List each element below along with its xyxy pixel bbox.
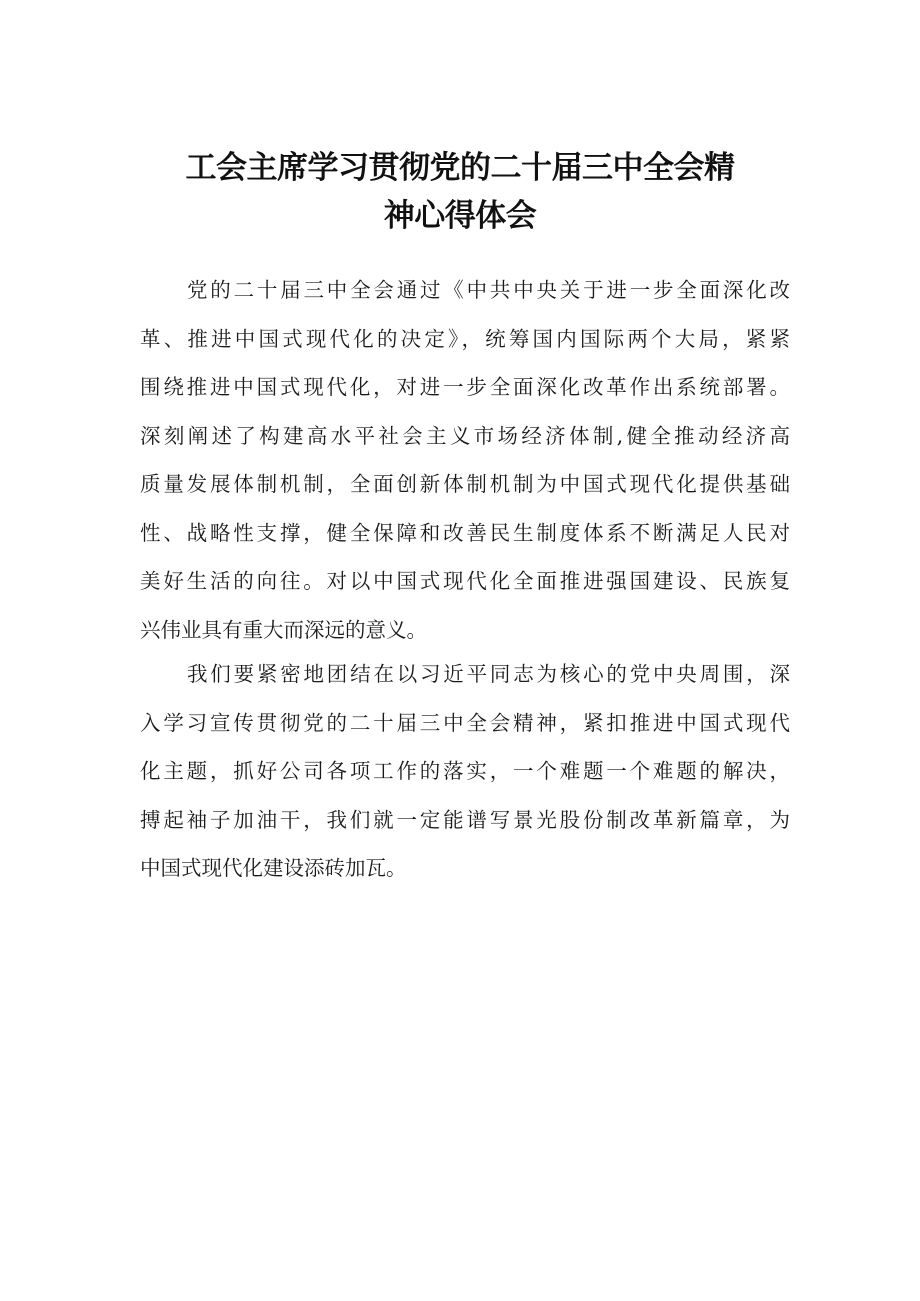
paragraph-line: 围绕推进中国式现代化，对进一步全面深化改革作出系统部署。 — [140, 375, 790, 399]
document-title-line-1: 工会主席学习贯彻党的二十届三中全会精 — [185, 150, 735, 186]
document-title-line-2: 神心得体会 — [383, 198, 537, 234]
paragraph-line: 我们要紧密地团结在以习近平同志为核心的党中央周围，深 — [187, 662, 790, 686]
paragraph-2 — [140, 650, 790, 893]
paragraph-line: 化主题，抓好公司各项工作的落实，一个难题一个难题的解决， — [140, 759, 790, 783]
paragraph-line: 美好生活的向往。对以中国式现代化全面推进强国建设、民族复 — [140, 569, 790, 593]
paragraph-line: 兴伟业具有重大而深远的意义。 — [140, 617, 427, 642]
paragraph-line: 深刻阐述了构建高水平社会主义市场经济体制,健全推动经济高 — [140, 423, 790, 448]
paragraph-line: 党的二十届三中全会通过《中共中央关于进一步全面深化改 — [187, 278, 790, 302]
paragraph-line: 性、战略性支撑，健全保障和改善民生制度体系不断满足人民对 — [140, 520, 790, 545]
paragraph-line: 质量发展体制机制，全面创新体制机制为中国式现代化提供基础 — [140, 472, 790, 496]
paragraph-line: 搏起袖子加油干，我们就一定能谱写景光股份制改革新篇章，为 — [140, 807, 790, 832]
paragraph-1 — [140, 266, 790, 654]
paragraph-line: 入学习宣传贯彻党的二十届三中全会精神，紧扣推进中国式现代 — [140, 710, 790, 735]
paragraph-line: 中国式现代化建设添砖加瓦。 — [140, 856, 407, 880]
paragraph-line: 革、推进中国式现代化的决定》，统筹国内国际两个大局，紧紧 — [140, 326, 790, 351]
